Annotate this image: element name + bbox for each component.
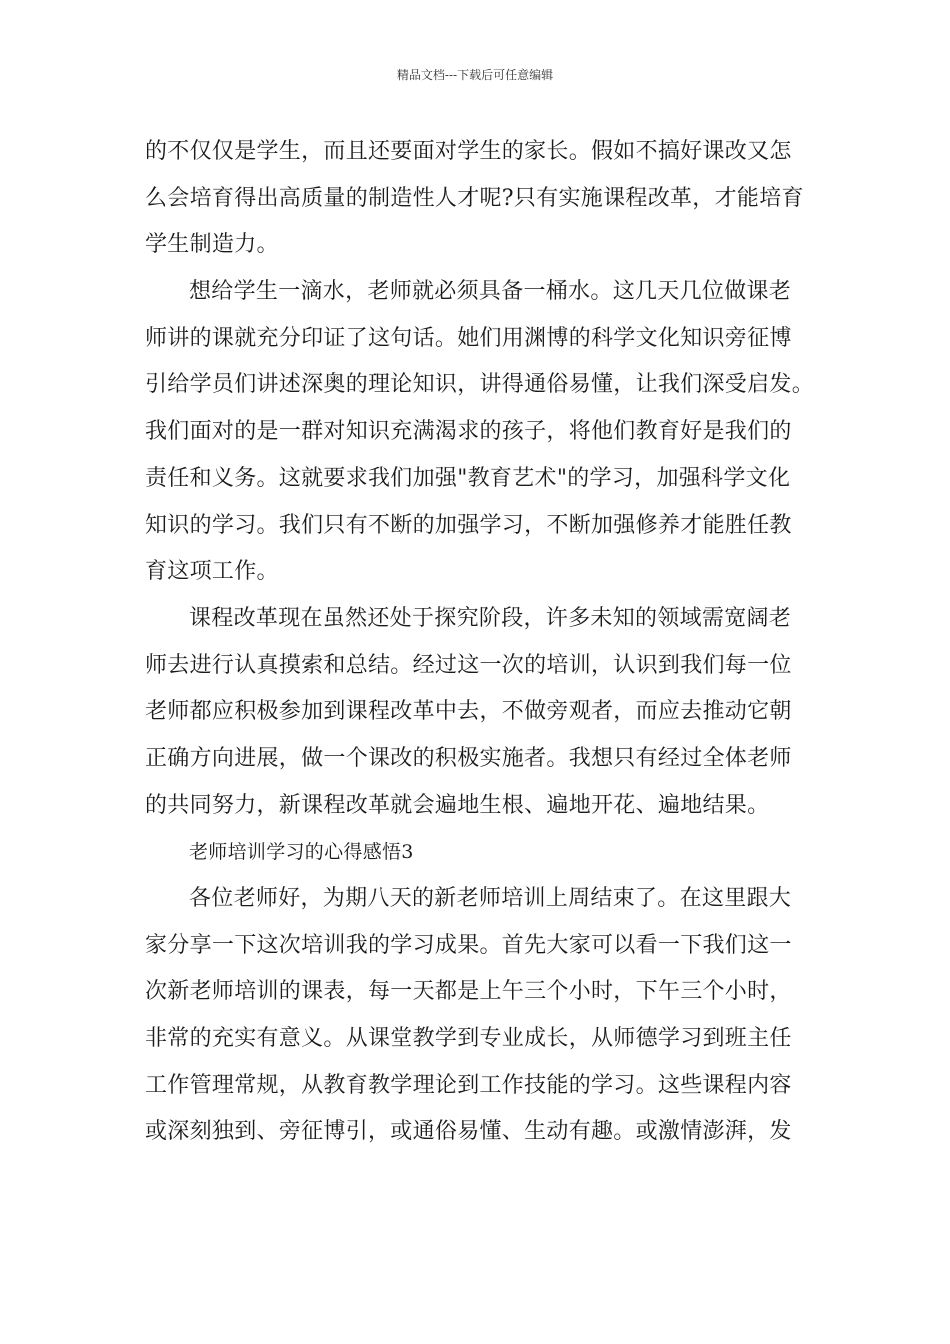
text-line: 工作管理常规，从教育教学理论到工作技能的学习。这些课程内容 (145, 1072, 792, 1098)
text-line: 次新老师培训的课表，每一天都是上午三个小时，下午三个小时， (145, 979, 792, 1005)
text-line: 的共同努力，新课程改革就会遍地生根、遍地开花、遍地结果。 (145, 792, 770, 818)
text-line: 的不仅仅是学生，而且还要面对学生的家长。假如不搞好课改又怎 (145, 139, 792, 164)
text-line: 想给学生一滴水，老师就必须具备一桶水。这几天几位做课老 (189, 279, 792, 305)
text-line: 引给学员们讲述深奥的理论知识，讲得通俗易懂，让我们深受启发。 (145, 372, 815, 398)
text-line: 责任和义务。这就要求我们加强"教育艺术"的学习，加强科学文化 (145, 465, 791, 491)
document-body (145, 129, 815, 1156)
section-heading: 老师培训学习的心得感悟3 (189, 841, 414, 864)
text-line: 学生制造力。 (145, 232, 279, 258)
text-line: 师去进行认真摸索和总结。经过这一次的培训，认识到我们每一位 (145, 652, 792, 678)
text-line: 师讲的课就充分印证了这句话。她们用渊博的科学文化知识旁征博 (145, 325, 792, 351)
text-line: 非常的充实有意义。从课堂教学到专业成长，从师德学习到班主任 (145, 1026, 792, 1052)
text-line: 育这项工作。 (145, 559, 279, 585)
text-line: 老师都应积极参加到课程改革中去，不做旁观者，而应去推动它朝 (145, 699, 792, 725)
text-line: 或深刻独到、旁征博引，或通俗易懂、生动有趣。或激情澎湃，发 (145, 1119, 792, 1145)
text-line: 么会培育得出高质量的制造性人才呢?只有实施课程改革，才能培育 (145, 185, 804, 211)
text-line: 知识的学习。我们只有不断的加强学习，不断加强修养才能胜任教 (145, 512, 792, 538)
text-line: 课程改革现在虽然还处于探究阶段，许多未知的领域需宽阔老 (189, 605, 792, 631)
page-header: 精品文档---下载后可任意编辑 (396, 68, 554, 82)
text-line: 各位老师好，为期八天的新老师培训上周结束了。在这里跟大 (189, 886, 792, 911)
text-line: 我们面对的是一群对知识充满渴求的孩子，将他们教育好是我们的 (145, 419, 792, 445)
text-line: 家分享一下这次培训我的学习成果。首先大家可以看一下我们这一 (145, 932, 792, 958)
text-line: 正确方向进展，做一个课改的积极实施者。我想只有经过全体老师 (145, 745, 792, 771)
